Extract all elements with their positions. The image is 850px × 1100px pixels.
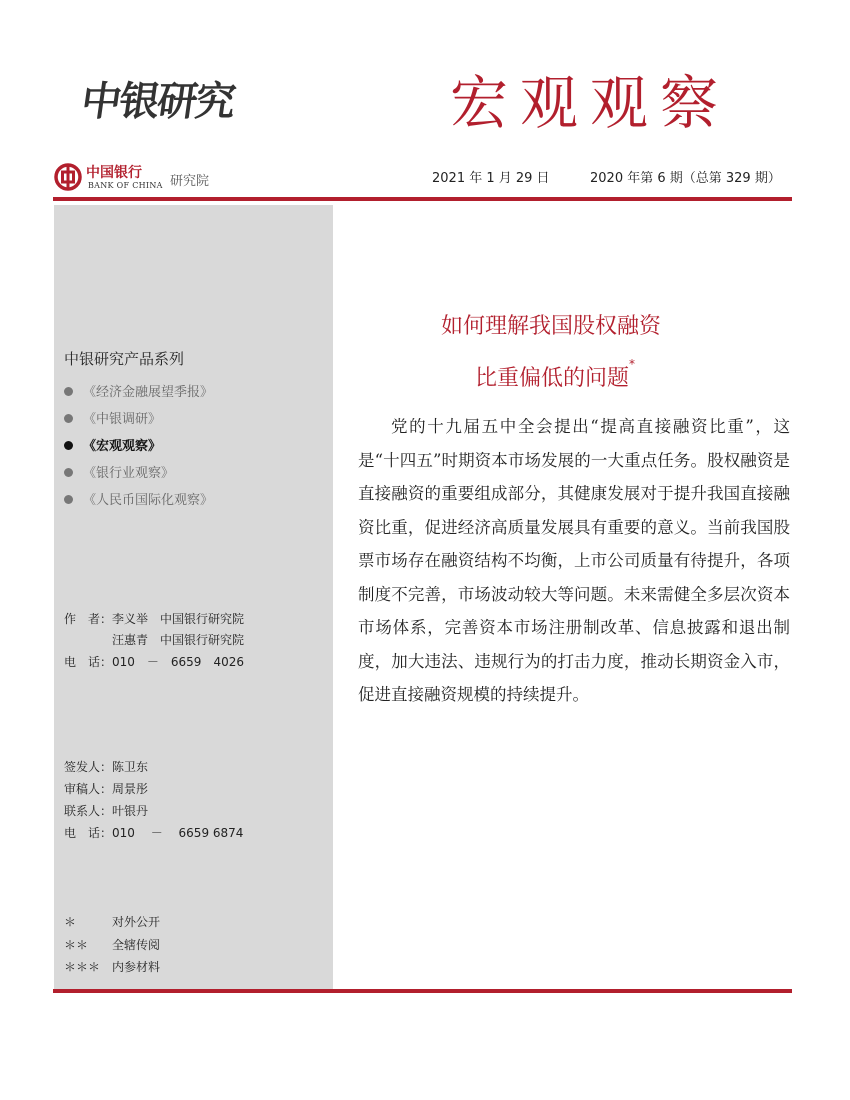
article-abstract: 党的十九届五中全会提出“提高直接融资比重”，这是“十四五”时期资本市场发展的一大重点任务。股权融资是直接融资的重要组成部分，其健康发展对于提升我国直接融资比重，促进经济高质量发展具有重要的意义。当前我国股票市场存在融资结构不均衡，上市公司质量有待提升，各项制度不完善，市场波动较大等问题。未来需健全多层次资本市场体系，完善资本市场注册制改革、信息披露和退出制度，加大违法、违规行为的打击力度，推动长期资金入市，促进直接融资规模的持续提升。 <box>358 417 790 704</box>
author-phone: 电 话：010 － 6659 4026 <box>64 655 244 669</box>
bank-name-en: BANK OF CHINA <box>88 181 163 190</box>
product-item <box>64 462 174 481</box>
article-title-line-2 <box>475 357 636 392</box>
classification-internal: ＊＊ 全辖传阅 <box>64 938 161 952</box>
bullet-icon <box>64 441 73 450</box>
product-item-label: 《银行业观察》 <box>83 466 175 481</box>
sidebar-panel <box>54 205 333 989</box>
footer-divider <box>53 989 792 993</box>
issue-date: 2021 年 1 月 29 日 <box>432 171 550 186</box>
bullet-icon <box>64 468 73 477</box>
product-item-label: 《中银调研》 <box>83 412 162 427</box>
bullet-icon <box>64 414 73 423</box>
product-item <box>64 381 213 400</box>
author-line: 汪惠青 中国银行研究院 <box>64 633 245 647</box>
classification-restricted: ＊＊＊ 内参材料 <box>64 960 161 974</box>
reviewer-line: 审稿人：周景彤 <box>64 782 149 796</box>
bullet-icon <box>64 387 73 396</box>
contact-line: 联系人：叶银丹 <box>64 804 149 818</box>
product-item-label: 《宏观观察》 <box>83 439 162 454</box>
article-title-text: 比重偏低的问题 <box>475 366 630 391</box>
contact-phone: 电 话：010 － 6659 6874 <box>64 826 244 840</box>
product-item-label: 《经济金融展望季报》 <box>83 385 214 400</box>
product-item-label: 《人民币国际化观察》 <box>83 493 214 508</box>
institute-label: 研究院 <box>170 174 210 189</box>
bank-of-china-logo-icon <box>54 163 82 191</box>
research-logo: 中银研究 <box>78 78 237 125</box>
header-divider <box>53 197 792 201</box>
series-title: 宏观观察 <box>450 69 731 137</box>
product-item <box>64 489 213 508</box>
issuer-line: 签发人：陈卫东 <box>64 760 149 774</box>
product-item <box>64 408 161 427</box>
issue-number: 2020 年第 6 期（总第 329 期） <box>590 171 781 186</box>
bullet-icon <box>64 495 73 504</box>
bank-name-cn: 中国银行 <box>86 165 142 181</box>
product-item-active <box>64 435 161 454</box>
article-title-line-1: 如何理解我国股权融资 <box>441 314 662 339</box>
author-line: 作 者：李义举 中国银行研究院 <box>64 612 245 626</box>
product-series-title: 中银研究产品系列 <box>64 350 185 368</box>
classification-public: ＊ 对外公开 <box>64 915 161 929</box>
footnote-mark: * <box>629 357 636 371</box>
